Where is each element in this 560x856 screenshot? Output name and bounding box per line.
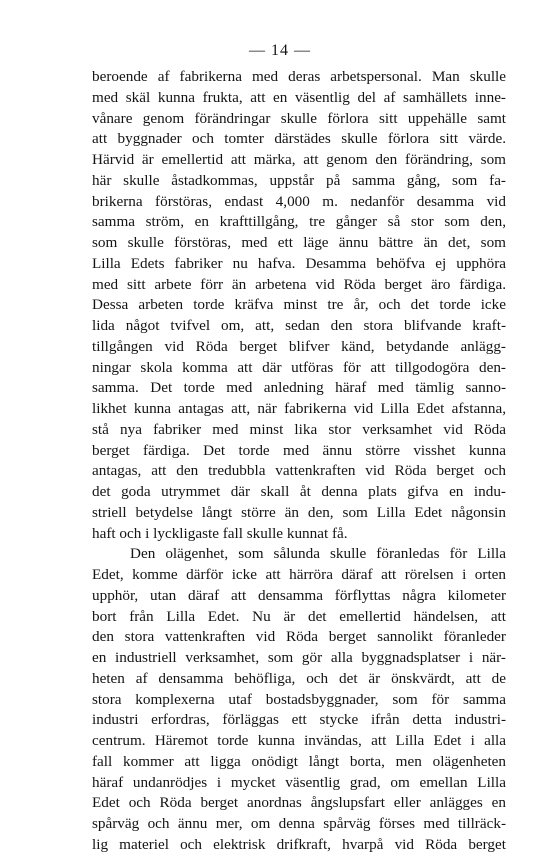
page-number: — 14 — [249, 42, 311, 59]
text-line: samma ström, en krafttillgång, tre gånger så stor som den, [92, 213, 506, 231]
text-line: med sitt arbete förr än arbetena vid Röda berget äro färdiga. [92, 275, 506, 293]
text-line: ningar skola komma att där utföras för att tillgodogöra den- [92, 358, 506, 376]
text-line: Edet och Röda berget anordnas ångslupsfart eller anlägges en [92, 794, 506, 812]
text-line: fall kommer att ligga onödigt långt borta, men olägenheten [92, 752, 506, 770]
text-line: vånare genom förändringar skulle förlora sitt uppehälle samt [92, 109, 506, 127]
text-line: stora komplexerna utaf bostadsbyggnader, som för samma [92, 690, 506, 708]
text-line: Edet, komme därför icke att härröra däraf att rörelsen i orten [92, 566, 506, 583]
text-line: den stora vattenkraften vid Röda berget sannolikt föranleder [92, 628, 506, 646]
text-line: bort från Lilla Edet. Nu är det emellertid händelsen, att [92, 607, 506, 625]
text-line-paragraph-start: Den olägenhet, som sålunda skulle föranledas för Lilla [130, 545, 506, 563]
text-line: lig materiel och elektrisk drifkraft, hvarpå vid Röda berget [92, 835, 506, 853]
text-line: spårväg och ännu mer, om denna spårväg förses med tillräck- [92, 815, 506, 832]
text-line: att byggnader och tomter därstädes skulle förlora sitt värde. [92, 130, 506, 148]
text-line: som skulle förstöras, med ett läge ännu bättre än det, som [92, 234, 506, 251]
text-line: det goda utrymmet där skall åt denna plats gifva en indu- [92, 483, 506, 500]
text-line: antagas, att den tredubbla vattenkraften vid Röda berget och [92, 462, 506, 480]
text-line: lida något tvifvel om, att, sedan den stora blifvande kraft- [92, 317, 506, 334]
text-line: berget färdiga. Det torde med ännu större visshet kunna [92, 441, 506, 459]
text-line: heten af densamma behöfliga, och det är önskvärdt, att de [92, 669, 506, 687]
text-line: beroende af fabrikerna med deras arbetspersonal. Man skulle [92, 68, 506, 85]
text-line: striell betydelse långt större än den, som Lilla Edet någonsin [92, 503, 506, 521]
text-line: med skäl kunna frukta, att en väsentlig del af samhällets inne- [92, 88, 506, 106]
text-line: Dessa arbeten torde kräfva minst tre år, och det torde icke [92, 296, 506, 314]
text-line: häraf undanrödjes i mycket väsentlig grad, om emellan Lilla [92, 773, 506, 791]
text-line: Härvid är emellertid att märka, att genom den förändring, som [92, 151, 506, 168]
text-line: centrum. Häremot torde kunna invändas, att Lilla Edet i alla [92, 732, 506, 749]
text-line: Lilla Edets fabriker nu hafva. Desamma behöfva ej upphöra [92, 254, 506, 272]
text-line: likhet kunna antagas att, när fabrikerna vid Lilla Edet afstanna, [92, 400, 506, 417]
text-line: brikerna förstöras, endast 4,000 m. nedanför desamma vid [92, 192, 506, 210]
text-line: stå nya fabriker med minst lika stor verksamhet vid Röda [92, 420, 506, 438]
text-line-paragraph-end: haft och i lyckligaste fall skulle kunnat få. [92, 524, 348, 542]
text-line: industri erfordras, förläggas ett stycke ifrån detta industri- [92, 711, 506, 729]
text-line: tillgången vid Röda berget blifver känd, betydande anlägg- [92, 337, 506, 355]
text-line: upphör, utan däraf att densamma förflyttas några kilometer [92, 586, 506, 604]
body-text [92, 67, 506, 856]
text-line: en industriell verksamhet, som gör alla byggnadsplatser i när- [92, 649, 506, 666]
text-line: samma. Det torde med anledning häraf med tämlig sanno- [92, 379, 506, 397]
text-line: här skulle åstadkommas, uppstår på samma gång, som fa- [92, 171, 506, 189]
